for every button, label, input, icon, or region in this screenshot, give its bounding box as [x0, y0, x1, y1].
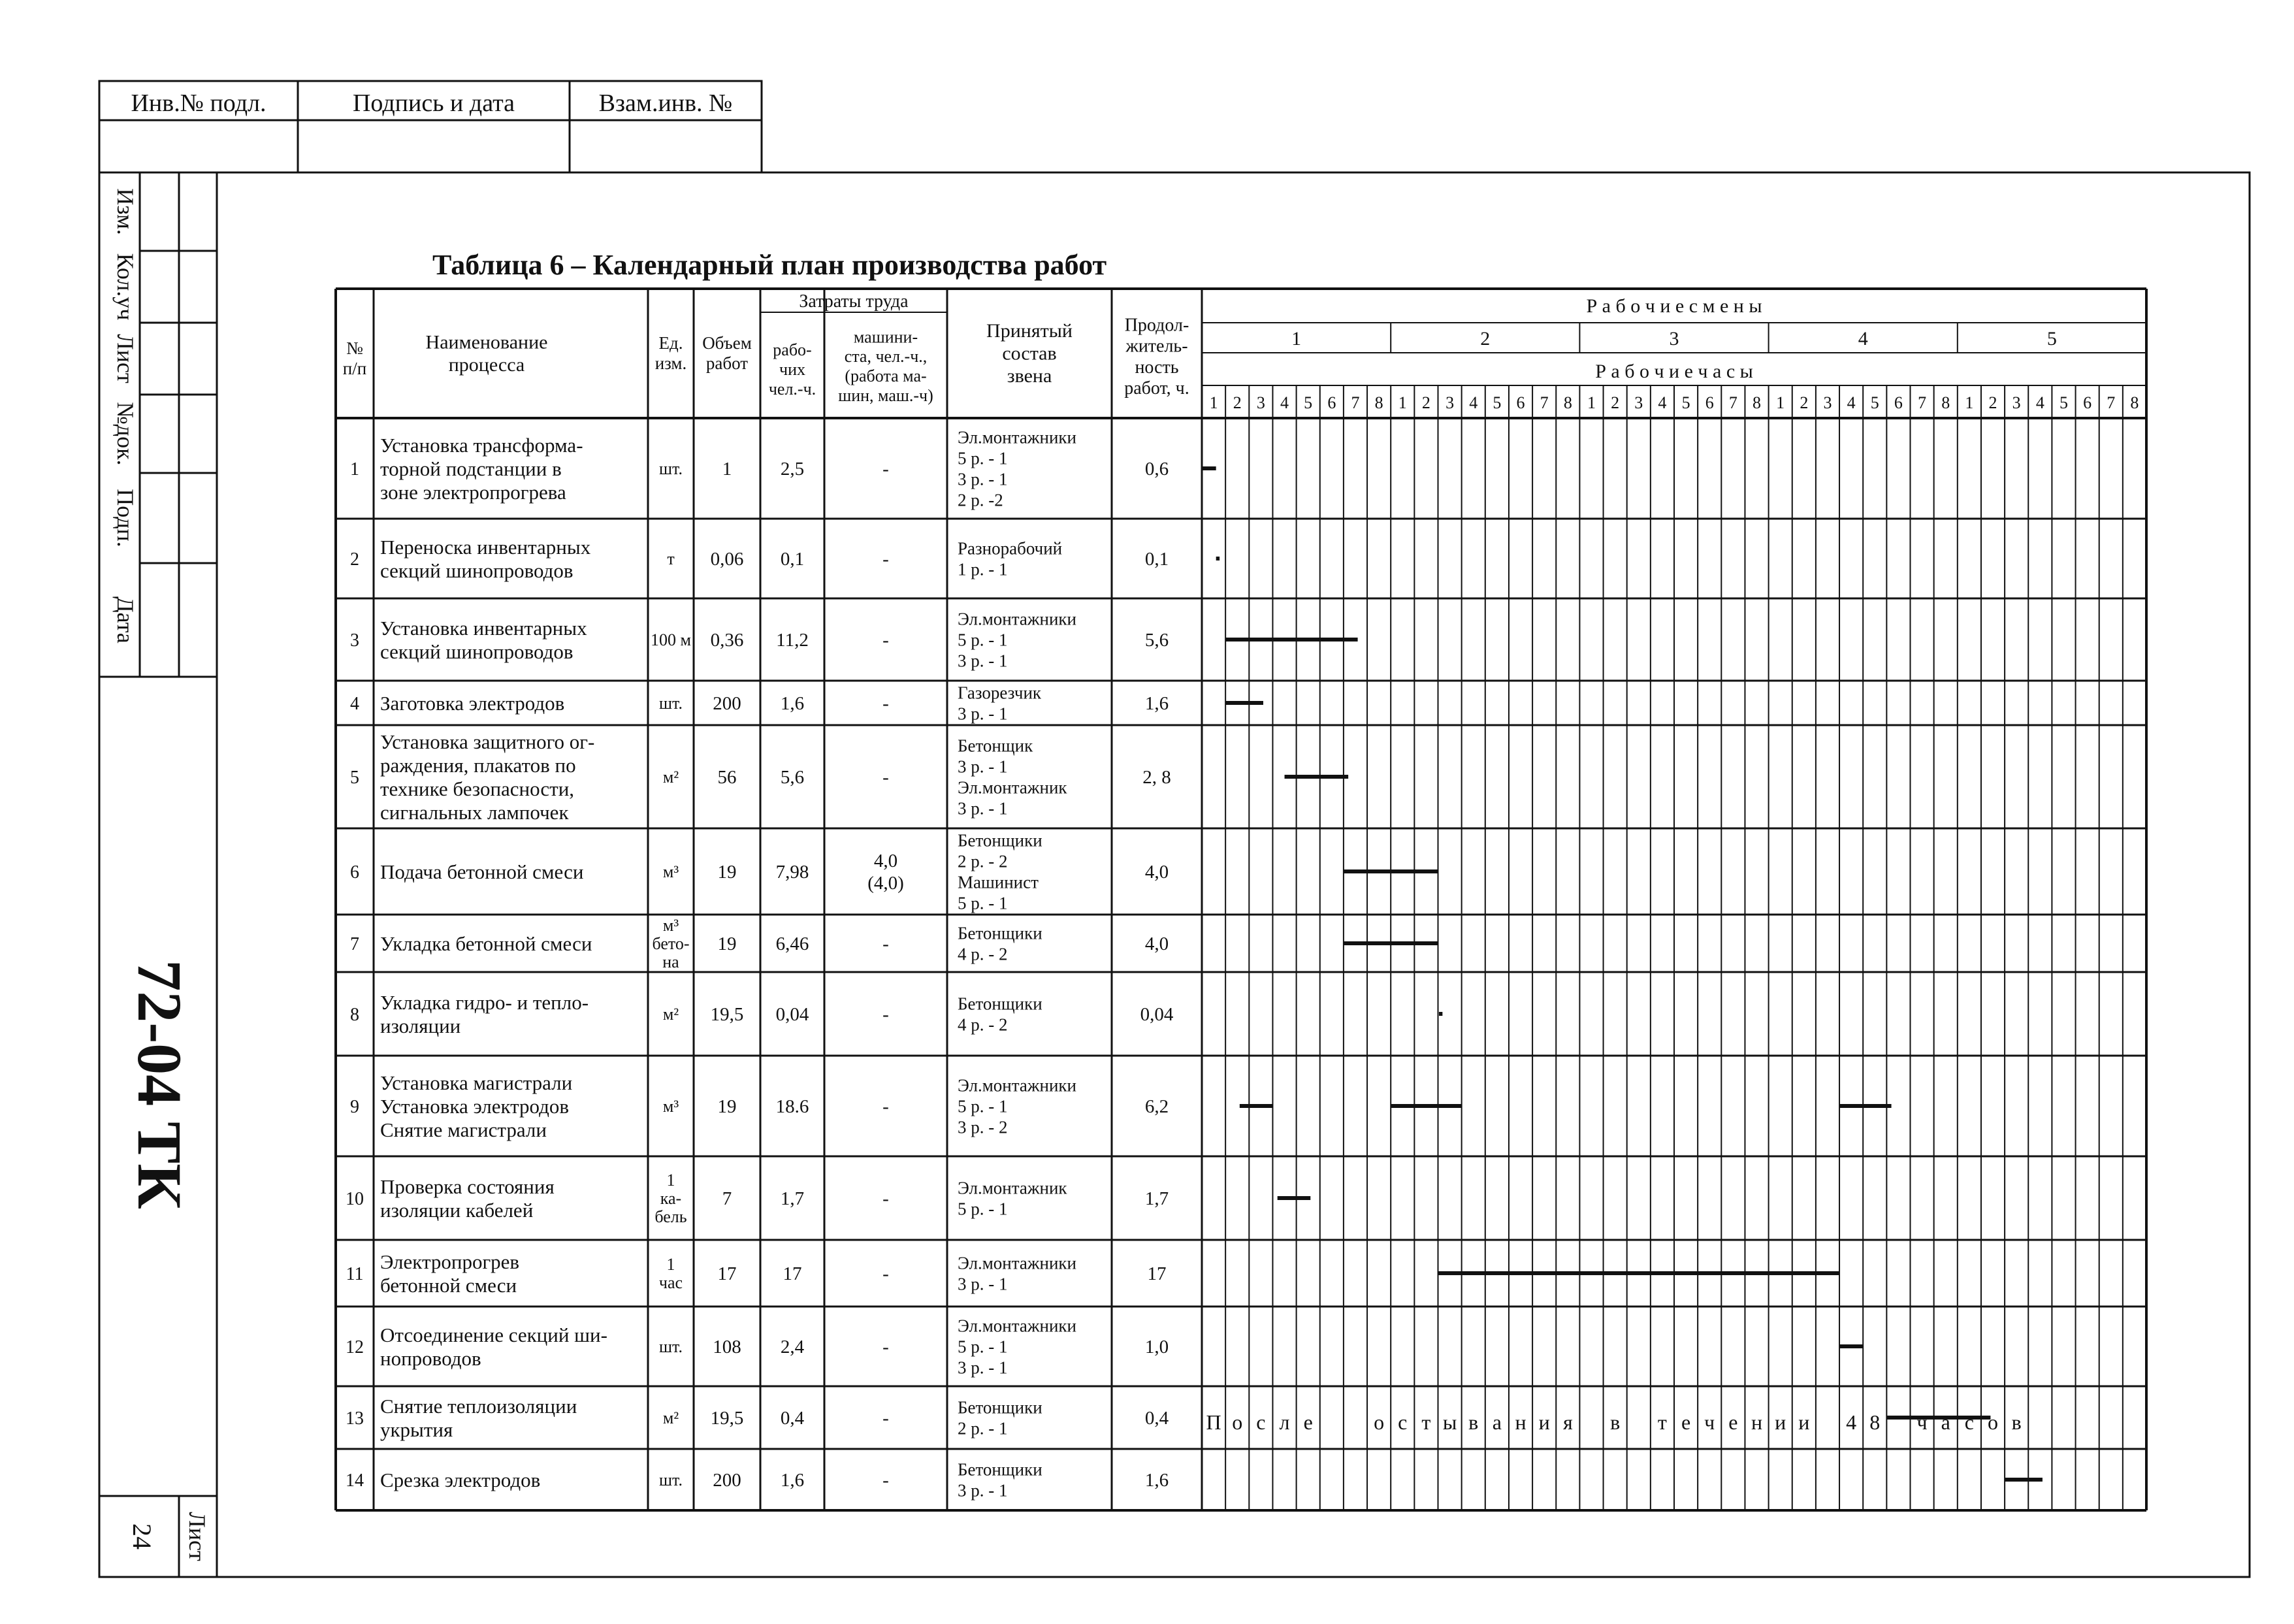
crew-cell: Бетонщики — [958, 994, 1042, 1014]
unit-cell: м² — [662, 1408, 679, 1428]
header-name: Наименование — [425, 331, 548, 353]
crew-cell: 3 р. - 1 — [958, 756, 1008, 777]
note-letter: т — [1657, 1410, 1667, 1434]
hour-number: 8 — [1374, 393, 1383, 412]
header-duration: работ, ч. — [1124, 378, 1189, 399]
process-name: секций шинопроводов — [380, 640, 574, 663]
unit-cell: 1 — [666, 1171, 675, 1190]
unit-cell: 100 м — [651, 630, 691, 650]
note-letter: ч — [1704, 1410, 1715, 1434]
calendar-plan-table — [336, 289, 2146, 1510]
crew-cell: Бетонщики — [958, 923, 1042, 943]
note-letter: о — [1232, 1410, 1243, 1434]
crew-cell: 4 р. - 2 — [958, 944, 1008, 964]
hour-number: 5 — [1870, 393, 1879, 412]
header-num: п/п — [342, 358, 367, 378]
header-workers: рабо- — [773, 340, 812, 360]
duration-cell: 2, 8 — [1142, 767, 1171, 788]
hour-number: 2 — [1611, 393, 1620, 412]
workers-cell: 0,1 — [780, 549, 805, 570]
unit-cell: шт. — [659, 1337, 683, 1357]
hour-number: 1 — [1398, 393, 1407, 412]
header-duration: ность — [1135, 357, 1179, 378]
hour-number: 1 — [1965, 393, 1974, 412]
process-name: Срезка электродов — [380, 1468, 541, 1491]
hour-number: 4 — [1658, 393, 1667, 412]
machinists-cell: - — [882, 934, 889, 955]
note-letter: а — [1941, 1410, 1950, 1434]
process-name: укрытия — [380, 1418, 453, 1441]
hour-number: 8 — [1941, 393, 1950, 412]
row-number: 8 — [350, 1005, 359, 1025]
crew-cell: 3 р. - 1 — [958, 1480, 1008, 1501]
machinists-cell: - — [882, 767, 889, 788]
note-letter: и — [1775, 1410, 1786, 1434]
note-letter: е — [1681, 1410, 1691, 1434]
hour-number: 4 — [2035, 393, 2044, 412]
unit-cell: ка- — [660, 1189, 682, 1209]
machinists-cell: 4,0 — [873, 851, 898, 872]
table-title: Таблица 6 – Календарный план производства работ — [432, 249, 1107, 281]
unit-cell: т — [667, 549, 675, 569]
crew-cell: 3 р. - 1 — [958, 1357, 1008, 1378]
row-number: 9 — [350, 1097, 359, 1117]
crew-cell: 3 р. - 1 — [958, 798, 1008, 819]
crew-cell: Машинист — [958, 872, 1039, 892]
crew-cell: 5 р. - 1 — [958, 448, 1008, 468]
shift-number: 2 — [1480, 328, 1491, 349]
unit-cell: м² — [662, 1005, 679, 1024]
crew-cell: 3 р. - 1 — [958, 469, 1008, 489]
hour-number: 7 — [1918, 393, 1927, 412]
process-name: зоне электропрогрева — [380, 480, 566, 504]
duration-cell: 0,04 — [1140, 1004, 1174, 1025]
workers-cell: 1,6 — [780, 693, 805, 714]
hour-number: 2 — [1988, 393, 1997, 412]
workers-cell: 1,6 — [780, 1470, 805, 1491]
hour-number: 1 — [1776, 393, 1785, 412]
row-number: 3 — [350, 630, 359, 651]
duration-cell: 1,0 — [1144, 1337, 1169, 1357]
hour-number: 3 — [1823, 393, 1832, 412]
note-letter: н — [1751, 1410, 1763, 1434]
process-name: Электропрогрев — [380, 1250, 520, 1273]
hour-number: 5 — [1493, 393, 1502, 412]
header-num: № — [346, 338, 363, 358]
header-unit: изм. — [654, 353, 687, 373]
unit-cell: м³ — [662, 1097, 679, 1116]
note-letter: о — [1374, 1410, 1385, 1434]
header-duration: Продол- — [1124, 315, 1189, 336]
crew-cell: Бетонщики — [958, 830, 1042, 851]
machinists-cell: - — [882, 693, 889, 715]
volume-cell: 1 — [722, 459, 732, 479]
row-number: 5 — [350, 768, 359, 788]
header-machinists: шин, маш.-ч) — [838, 385, 933, 405]
crew-cell: Газорезчик — [958, 683, 1042, 703]
crew-cell: Эл.монтажники — [958, 1253, 1076, 1273]
note-letter: и — [1538, 1410, 1550, 1434]
note-letter: 4 — [1846, 1410, 1857, 1434]
header-duration: житель- — [1125, 336, 1188, 357]
machinists-cell: - — [882, 459, 889, 480]
process-name: раждения, плакатов по — [380, 753, 576, 777]
machinists-cell: - — [882, 1004, 889, 1026]
volume-cell: 0,36 — [710, 630, 744, 651]
hour-number: 2 — [1800, 393, 1809, 412]
hour-number: 6 — [1705, 393, 1714, 412]
hour-number: 3 — [2012, 393, 2021, 412]
hour-number: 5 — [2059, 393, 2068, 412]
hour-number: 6 — [2083, 393, 2092, 412]
hour-number: 6 — [1894, 393, 1903, 412]
note-letter: 8 — [1869, 1410, 1881, 1434]
header-crew: Принятый — [986, 320, 1073, 342]
hour-number: 3 — [1634, 393, 1643, 412]
unit-cell: м³ — [662, 862, 679, 882]
process-name: торной подстанции в — [380, 457, 562, 480]
unit-cell: м² — [662, 768, 679, 787]
header-machinists: машини- — [853, 327, 918, 347]
crew-cell: 3 р. - 1 — [958, 704, 1008, 724]
process-name: изоляции — [380, 1014, 461, 1037]
hour-number: 7 — [1351, 393, 1360, 412]
crew-cell: 2 р. - 1 — [958, 1418, 1008, 1438]
process-name: Укладка гидро- и тепло- — [380, 990, 589, 1014]
workers-cell: 11,2 — [776, 630, 809, 651]
process-name: Снятие теплоизоляции — [380, 1394, 577, 1418]
crew-cell: 1 р. - 1 — [958, 559, 1008, 579]
note-letter: о — [1988, 1410, 1999, 1434]
unit-cell: час — [658, 1273, 683, 1293]
volume-cell: 0,06 — [710, 549, 744, 570]
volume-cell: 108 — [713, 1337, 741, 1357]
volume-cell: 200 — [713, 693, 741, 714]
hour-number: 3 — [1256, 393, 1265, 412]
volume-cell: 7 — [722, 1188, 732, 1209]
process-name: Отсоединение секций ши- — [380, 1323, 607, 1346]
document-code: 72-04 ТК — [125, 960, 195, 1209]
header-workers: чел.-ч. — [768, 380, 816, 398]
volume-cell: 56 — [717, 767, 737, 788]
duration-cell: 4,0 — [1144, 934, 1169, 954]
note-letter: ы — [1442, 1410, 1457, 1434]
crew-cell: Эл.монтажники — [958, 1316, 1076, 1336]
hour-number: 4 — [1469, 393, 1478, 412]
crew-cell: 2 р. -2 — [958, 490, 1003, 510]
crew-cell: Эл.монтажник — [958, 777, 1067, 798]
unit-cell: на — [662, 952, 679, 972]
duration-cell: 1,6 — [1144, 693, 1169, 714]
workers-cell: 5,6 — [780, 767, 805, 788]
note-letter: я — [1562, 1410, 1573, 1434]
process-name: Подача бетонной смеси — [380, 860, 584, 883]
row-number: 13 — [346, 1408, 364, 1429]
hour-number: 4 — [1847, 393, 1856, 412]
side-label-list: Лист — [112, 334, 138, 383]
side-label-ndok: №док. — [112, 402, 138, 466]
header-workers: чих — [779, 360, 805, 380]
machinists-cell: - — [882, 549, 889, 570]
side-label-data: Дата — [112, 596, 138, 643]
header-volume: работ — [705, 353, 749, 373]
note-letter: н — [1515, 1410, 1527, 1434]
side-label-podp: Подп. — [112, 489, 138, 547]
note-letter: а — [1492, 1410, 1502, 1434]
volume-cell: 200 — [713, 1470, 741, 1491]
unit-cell: бель — [654, 1207, 687, 1227]
row-number: 14 — [346, 1470, 364, 1491]
side-label-kol: Кол.уч — [112, 253, 138, 321]
workers-cell: 6,46 — [775, 934, 809, 954]
crew-cell: 3 р. - 1 — [958, 651, 1008, 671]
duration-cell: 0,4 — [1144, 1408, 1169, 1429]
workers-cell: 18.6 — [775, 1096, 809, 1117]
note-letter: с — [1256, 1410, 1266, 1434]
hour-number: 7 — [1540, 393, 1549, 412]
machinists-cell: - — [882, 1188, 889, 1210]
header-hours-title: Р а б о ч и е ч а с ы — [1595, 361, 1753, 382]
duration-cell: 17 — [1147, 1263, 1167, 1284]
header-unit: Ед. — [658, 333, 683, 353]
process-name: Снятие магистрали — [380, 1118, 547, 1141]
note-letter: с — [1398, 1410, 1408, 1434]
duration-cell: 1,6 — [1144, 1470, 1169, 1491]
header-shifts-title: Р а б о ч и е с м е н ы — [1586, 295, 1762, 317]
header-name: процесса — [448, 353, 525, 376]
header-crew: состав — [1002, 342, 1057, 365]
shift-number: 4 — [1858, 328, 1868, 349]
crew-cell: 2 р. - 2 — [958, 851, 1008, 871]
unit-cell: шт. — [659, 694, 683, 713]
crew-cell: Бетонщики — [958, 1459, 1042, 1480]
note-letter: л — [1279, 1410, 1290, 1434]
header-labor: Затраты труда — [799, 291, 909, 312]
workers-cell: 2,4 — [780, 1337, 805, 1357]
hour-number: 1 — [1209, 393, 1218, 412]
volume-cell: 19 — [717, 862, 737, 883]
workers-cell: 7,98 — [775, 862, 809, 883]
note-letter: с — [1964, 1410, 1974, 1434]
hour-number: 5 — [1304, 393, 1313, 412]
process-name: Проверка состояния — [380, 1175, 555, 1198]
unit-cell: шт. — [659, 1470, 683, 1490]
row-number: 12 — [346, 1337, 364, 1357]
row-number: 7 — [350, 934, 359, 954]
note-letter: в — [1610, 1410, 1621, 1434]
hour-number: 6 — [1516, 393, 1525, 412]
duration-cell: 4,0 — [1144, 862, 1169, 883]
row-number: 1 — [350, 459, 359, 479]
volume-cell: 19,5 — [710, 1004, 744, 1025]
crew-cell: Бетонщик — [958, 736, 1033, 756]
header-machinists: (работа ма- — [845, 366, 927, 386]
side-label-izm: Изм. — [112, 188, 138, 235]
process-name: Установка магистрали — [380, 1071, 573, 1094]
hour-number: 7 — [2107, 393, 2116, 412]
workers-cell: 17 — [783, 1263, 802, 1284]
machinists-cell: - — [882, 630, 889, 651]
crew-cell: 5 р. - 1 — [958, 630, 1008, 650]
row-number: 4 — [350, 694, 359, 714]
sheet-number: 24 — [127, 1523, 157, 1550]
crew-cell: 5 р. - 1 — [958, 893, 1008, 913]
header-machinists: ста, чел.-ч., — [844, 347, 928, 366]
machinists-cell: - — [882, 1408, 889, 1429]
crew-cell: Разнорабочий — [958, 538, 1063, 559]
hour-number: 8 — [1563, 393, 1572, 412]
note-letter: т — [1421, 1410, 1431, 1434]
note-letter: в — [2011, 1410, 2022, 1434]
unit-cell: шт. — [659, 459, 683, 479]
process-name: Заготовка электродов — [380, 691, 565, 715]
machinists-cell: - — [882, 1337, 889, 1358]
shift-number: 5 — [2046, 328, 2057, 349]
volume-cell: 19 — [717, 934, 737, 954]
process-name: секций шинопроводов — [380, 559, 574, 582]
duration-cell: 5,6 — [1144, 630, 1169, 651]
machinists-cell: - — [882, 1096, 889, 1118]
hour-number: 5 — [1681, 393, 1690, 412]
unit-cell: м³ — [662, 916, 679, 935]
hour-number: 4 — [1280, 393, 1289, 412]
note-letter: П — [1206, 1410, 1221, 1434]
hour-number: 8 — [2130, 393, 2139, 412]
hour-number: 2 — [1233, 393, 1242, 412]
workers-cell: 2,5 — [780, 459, 805, 479]
workers-cell: 0,4 — [780, 1408, 805, 1429]
crew-cell: Эл.монтажники — [958, 427, 1076, 447]
unit-cell: 1 — [666, 1255, 675, 1275]
crew-cell: Эл.монтажники — [958, 609, 1076, 629]
process-name: Переноска инвентарных — [380, 535, 591, 559]
row-number: 10 — [346, 1189, 364, 1209]
stamp-header-inv: Инв.№ подл. — [131, 89, 267, 117]
crew-cell: 5 р. - 1 — [958, 1337, 1008, 1357]
crew-cell: 5 р. - 1 — [958, 1199, 1008, 1219]
process-name: технике безопасности, — [380, 777, 575, 800]
crew-cell: Эл.монтажник — [958, 1178, 1067, 1198]
sheet-label: Лист — [184, 1512, 210, 1561]
header-volume: Объем — [702, 333, 752, 353]
row-number: 11 — [346, 1264, 364, 1284]
row-number: 2 — [350, 549, 359, 570]
hour-number: 8 — [1753, 393, 1762, 412]
unit-cell: бето- — [652, 934, 690, 954]
machinists-cell: (4,0) — [867, 873, 904, 894]
process-name: Установка инвентарных — [380, 616, 587, 640]
volume-cell: 17 — [717, 1263, 737, 1284]
crew-cell: 5 р. - 1 — [958, 1096, 1008, 1116]
process-name: Укладка бетонной смеси — [380, 932, 592, 955]
duration-cell: 6,2 — [1144, 1096, 1169, 1117]
workers-cell: 1,7 — [780, 1188, 805, 1209]
stamp-header-signature: Подпись и дата — [352, 89, 515, 117]
volume-cell: 19,5 — [710, 1408, 744, 1429]
note-letter: и — [1798, 1410, 1810, 1434]
crew-cell: 3 р. - 1 — [958, 1274, 1008, 1294]
duration-cell: 0,6 — [1144, 459, 1169, 479]
hour-number: 7 — [1728, 393, 1737, 412]
header-crew: звена — [1007, 365, 1052, 387]
hour-number: 3 — [1446, 393, 1455, 412]
process-name: нопроводов — [380, 1346, 481, 1370]
process-name: сигнальных лампочек — [380, 800, 569, 824]
process-name: Установка электродов — [380, 1094, 570, 1118]
machinists-cell: - — [882, 1263, 889, 1285]
note-letter: е — [1303, 1410, 1313, 1434]
crew-cell: Бетонщики — [958, 1397, 1042, 1418]
machinists-cell: - — [882, 1470, 889, 1491]
note-letter: в — [1468, 1410, 1479, 1434]
crew-cell: 3 р. - 2 — [958, 1117, 1008, 1137]
note-letter: е — [1728, 1410, 1738, 1434]
duration-cell: 1,7 — [1144, 1188, 1169, 1209]
process-name: изоляции кабелей — [380, 1198, 534, 1222]
stamp-header-replace: Взам.инв. № — [598, 89, 733, 117]
workers-cell: 0,04 — [775, 1004, 809, 1025]
process-name: Установка защитного ог- — [380, 730, 595, 753]
process-name: Установка трансформа- — [380, 433, 583, 457]
hour-number: 6 — [1327, 393, 1336, 412]
note-letter: ч — [1916, 1410, 1928, 1434]
hour-number: 1 — [1587, 393, 1596, 412]
hour-number: 2 — [1421, 393, 1430, 412]
shift-number: 1 — [1291, 328, 1302, 349]
process-name: бетонной смеси — [380, 1273, 517, 1297]
crew-cell: Эл.монтажники — [958, 1075, 1076, 1096]
row-number: 6 — [350, 862, 359, 883]
shift-number: 3 — [1669, 328, 1679, 349]
duration-cell: 0,1 — [1144, 549, 1169, 570]
volume-cell: 19 — [717, 1096, 737, 1117]
crew-cell: 4 р. - 2 — [958, 1015, 1008, 1035]
